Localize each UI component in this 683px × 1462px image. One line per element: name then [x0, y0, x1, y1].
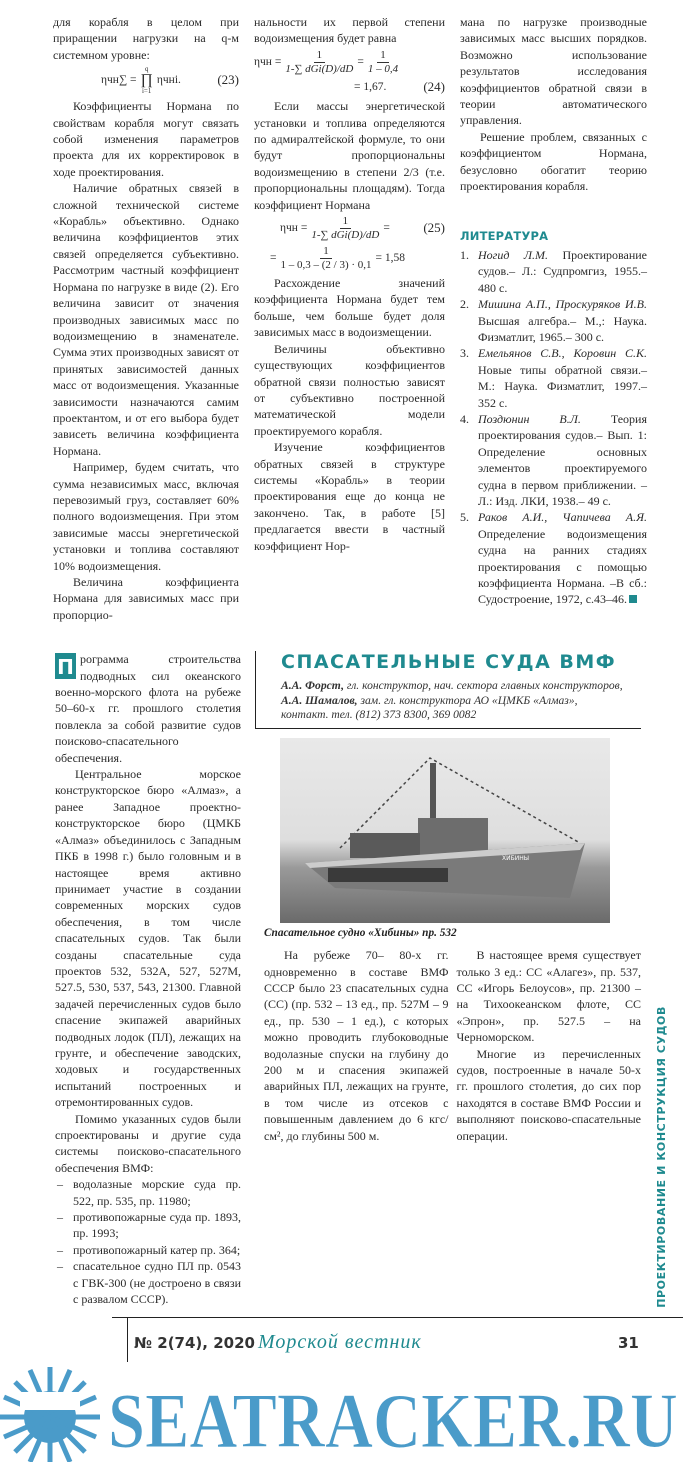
ref-text: Теория проектирования судов.– Вып. 1: Определение основных элементов проектируемого судна в первом приближении. – Л.: Изд. ЛКИ, 1938.– 49 с. — [478, 411, 647, 508]
paragraph: Если массы энергетической установки и топлива определяются по адмиралтейской формуле, то они будут пропорциональны водоизмещению в степени 2/3 (т.е. пропорциональны площадям). Тогда коэффициент Нормана — [254, 99, 445, 212]
product-sup: q — [144, 65, 149, 74]
top-column-2 — [254, 14, 445, 554]
article-column-middle — [264, 947, 449, 1144]
formula-24: ηчн = $\frac{1}{\text{1-∑ dGi(D)/dD}}$ = $\frac{1}{1 - 0,4}$ — [254, 48, 399, 75]
article-section — [0, 623, 683, 1307]
magazine-title: Морской вестник — [258, 1331, 422, 1354]
fraction — [311, 215, 379, 242]
ship-illustration — [280, 738, 610, 923]
ship-name-on-hull: ХИБИНЫ — [502, 855, 530, 863]
list-item: – противопожарный катер пр. 364; — [55, 1242, 241, 1258]
paragraph: нальности их первой степени водоизмещения будет равна — [254, 15, 445, 46]
end-of-article-mark — [629, 595, 637, 603]
ref-text: Новые типы обратной связи.– М.: Наука. Физматлит, 1997.– 352 с. — [478, 362, 647, 410]
top-column-1 — [53, 14, 239, 623]
ref-author: Мишина А.П., Проскуряков И.В. — [478, 297, 647, 312]
formula-result: = 1,58 — [375, 252, 406, 265]
references-list — [460, 247, 647, 608]
equation-number: (24) — [423, 78, 445, 94]
formula-24-result — [254, 79, 445, 95]
formula-rhs: ηчнi. — [156, 74, 181, 87]
ref-author: Емельянов С.В., Коровин С.К. — [478, 346, 647, 361]
ref-text: Проектирование судов.– Л.: Судпромгиз, 1955.– 480 с. — [478, 247, 647, 295]
numerator: 1 — [320, 245, 332, 259]
numerator: 1 — [340, 215, 352, 229]
product-operator — [141, 65, 153, 95]
ref-text: Определение водоизмещения судна на ранних стадиях проектирования с помощью коэффициента Нормана. –В сб.: Судостроение, 1972, с.43–46. — [478, 526, 647, 607]
denominator: 1 – 0,3 – (2 / 3) · 0,1 — [280, 259, 372, 272]
drop-cap: П — [55, 653, 76, 679]
denominator: 1-∑ dGi(D)/dD — [311, 229, 380, 242]
formula-result: = 1,67. — [354, 80, 387, 93]
list-item: – противопожарные суда пр. 1893, пр. 1993; — [55, 1209, 241, 1242]
list-item: – спасательное судно ПЛ пр. 0543 с ГВК-300 (не достроено в связи с развалом СССР). — [55, 1258, 241, 1307]
article-header — [255, 651, 641, 729]
paragraph: Расхождение значений коэффициента Нормана будет тем больше, чем больше будет доля зависимых масс в водоизмещении. — [254, 276, 445, 340]
paragraph: Изучение коэффициентов обратных связей в структуре системы «Корабль» в теории проектирования еще до конца не закончено. Так, в работе [5] предлагается ввести в частный коэффициент Нор- — [254, 440, 445, 553]
paragraph: Величины объективно существующих коэффициентов обратной связи полностью зависят от субъективно построенной математической модели проектируемого корабля. — [254, 341, 445, 438]
formula-lhs: ηчн∑ = — [101, 74, 137, 87]
ref-number: 3. — [460, 346, 469, 361]
ref-author: Поздюнин В.Л. — [478, 411, 581, 426]
article-title: СПАСАТЕЛЬНЫЕ СУДА ВМФ — [281, 651, 617, 674]
watermark-text: SEATRACKER.RU — [108, 1377, 678, 1462]
author-role: гл. конструктор, нач. сектора главных конструкторов, — [343, 679, 623, 693]
paragraph: В настоящее время существует только 3 ед.: СС «Алагез», пр. 537, СС «Игорь Белоусов», пр. 21300 – на Тихоокеанском флоте, СС «Эпрон», пр. 527.5 – на Черноморском. — [456, 948, 641, 1045]
paragraph — [55, 651, 241, 766]
paragraph: Центральное морское конструкторское бюро «Алмаз», а ранее Западное проектно-конструкторское бюро (ЦМКБ «Алмаз» объединилось с Западным ПКБ в 1998 г.) было головным и в настоящее время активно принимает участие в создании современных морских судов обеспечения, в том числе спасательных судов. Так были созданы спасательные суда проектов 532, 532А, 527, 527М, 527.5, 530, 537, 543, 21300. Главной задачей перечисленных судов было спасение экипажей аварийных подводных лодок (ПЛ), лежащих на грунте, и обеспечение заводских, ходовых и государственных испытаний построенных и отремонтированных судов. — [55, 767, 241, 1110]
product-sign: ∏ — [140, 72, 153, 89]
ref-number: 2. — [460, 297, 469, 312]
top-column-3 — [460, 14, 647, 608]
formula-23 — [53, 65, 239, 95]
reference-item — [460, 247, 647, 296]
issue-number: № 2(74), 2020 — [134, 1334, 255, 1353]
numerator: 1 — [314, 49, 326, 63]
formula-25: ηчн = $\frac{1}{\text{1-∑ dGi(D)/dD}}$ = (25) — [280, 215, 445, 242]
paragraph: Решение проблем, связанных с коэффициентом Нормана, безусловно обогатит теорию проектирования корабля. — [460, 129, 647, 194]
formula-25-second-line: = $\frac{1}{1 - 0,3 - (2 / 3) \cdot 0,1}$ = 1,58 — [270, 245, 406, 272]
equation-number: (23) — [217, 72, 239, 88]
list-item: – водолазные морские суда пр. 522, пр. 535, пр. 11980; — [55, 1176, 241, 1209]
paragraph: Многие из перечисленных судов, построенные в начале 50-х гг. прошлого столетия, до сих пор находятся в составе ВМФ России и выполняют поисково-спасательные операции. — [456, 1046, 641, 1143]
denominator: 1-∑ dGi(D)/dD — [285, 62, 354, 75]
reference-item — [460, 345, 647, 411]
paragraph: Коэффициенты Нормана по свойствам корабля могут связать собой изменения параметров проекта для их корректировок в ходе проектирования. — [53, 99, 239, 179]
footer-vertical-rule — [127, 1318, 128, 1362]
fraction — [285, 49, 353, 76]
author-contact: контакт. тел. (812) 373 8300, 369 0082 — [281, 707, 477, 721]
article-main — [255, 651, 641, 1144]
ref-author: Раков А.И., Чапичева А.Я. — [478, 510, 647, 525]
article-subcolumns — [255, 947, 641, 1144]
equation-number: (25) — [423, 220, 445, 236]
paragraph: мана по нагрузке производные зависимых масс высших порядков. Возможно использование результатов исследования коэффициентов обратной связи в теории автоматического управления. — [460, 15, 647, 128]
paragraph: Помимо указанных судов были спроектированы и другие суда системы поисково-спасательного обеспечения ВМФ: — [55, 1111, 241, 1175]
numerator: 1 — [377, 49, 389, 63]
paragraph-text: рограмма строительства подводных сил океанского военно-морского флота на рубеже 50–60-х гг. прошлого столетия повлекла за собой развитие судов поисково-спасательного обеспечения. — [55, 652, 241, 765]
denominator: 1 – 0,4 — [367, 62, 399, 75]
author-role: зам. гл. конструктора АО «ЦМКБ «Алмаз», — [357, 693, 578, 707]
reference-item — [460, 509, 647, 607]
author-name: А.А. Шамалов, — [281, 693, 358, 707]
formula-lhs: ηчн = — [280, 222, 308, 235]
reference-item — [460, 411, 647, 509]
fraction — [368, 49, 398, 76]
page-number: 31 — [618, 1334, 639, 1353]
ref-author: Ногид Л.М. — [478, 247, 549, 262]
article-column-right — [457, 947, 642, 1144]
top-section — [0, 0, 653, 623]
ref-number: 5. — [460, 510, 469, 525]
ship-photo — [280, 738, 610, 923]
reference-item — [460, 296, 647, 345]
author-name: А.А. Форст, — [281, 679, 344, 693]
paragraph: Величина коэффициента Нормана для зависимых масс при пропорцио- — [53, 575, 239, 622]
sun-logo-icon — [0, 1367, 100, 1462]
formula-lhs: ηчн = — [254, 56, 282, 69]
paragraph: Например, будем считать, что сумма независимых масс, включая перевозимый груз, составляет 60% полного водоизмещения. При этом зависимые массы энергетической установки и топлива составляют 10% водоизмещения. — [53, 460, 239, 573]
ref-number: 4. — [460, 411, 469, 426]
section-label: ПРОЕКТИРОВАНИЕ И КОНСТРУКЦИЯ СУДОВ — [655, 1005, 668, 1308]
article-authors — [281, 679, 641, 722]
watermark — [0, 1362, 683, 1462]
ref-number: 1. — [460, 247, 469, 262]
vessel-list — [55, 1176, 241, 1307]
paragraph: Наличие обратных связей в сложной технической системе «Корабль» объективно. Однако величина коэффициентов этих связей определяется субъективно. Рассмотрим частный коэффициент Нормана по нагрузке в виде (2). Его величина зависит от значения производных зависимых масс по водоизмещению в знаменателе. Сумма этих производных зависят от принятых зависимостей данных масс от водоизмещения. Указанные зависимости назначаются самим проектантом, и от его выбора будет зависеть величина коэффициента Нормана. — [53, 181, 239, 458]
article-column-left — [55, 651, 241, 1307]
footer — [112, 1317, 683, 1362]
fraction — [281, 245, 372, 272]
ref-text: Высшая алгебра.– М.,: Наука. Физматлит, 1965.– 300 с. — [478, 313, 647, 344]
references-heading: ЛИТЕРАТУРА — [460, 229, 549, 244]
photo-caption: Спасательное судно «Хибины» пр. 532 — [264, 927, 457, 940]
product-sub: i=1 — [141, 87, 152, 96]
paragraph: На рубеже 70– 80-х гг. одновременно в составе ВМФ СССР было 23 спасательных судна (СС) (пр. 532 – 13 ед., пр. 527М – 9 ед., пр. 530 – 1 ед.), с которых можно проводить глубоководные водолазные спуски на глубину до 200 м и спасения экипажей аварийных ПЛ, лежащих на грунте, в том числе из отсеков с повышенным давлением до 6 кгс/см², до глубины 500 м. — [264, 948, 449, 1143]
paragraph: для корабля в целом при приращении нагрузки на q-м системном уровне: — [53, 15, 239, 62]
